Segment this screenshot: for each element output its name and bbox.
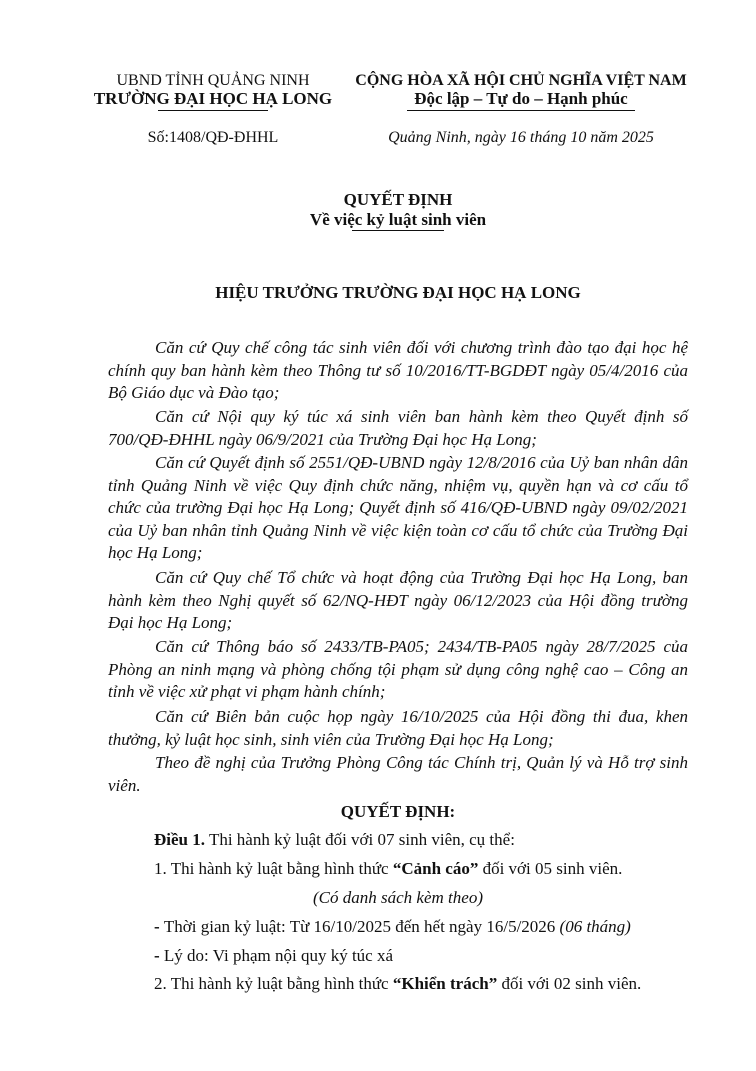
place-date: Quảng Ninh, ngày 16 tháng 10 năm 2025 [388, 129, 654, 146]
basis-paragraph: Căn cứ Quy chế Tổ chức và hoạt động của Trường Đại học Hạ Long, ban hành kèm theo Nghị quyết số 62/NQ-HĐT ngày 06/12/2023 của Hội đồng trường Đại học Hạ Long; [108, 568, 688, 632]
discipline-reason [154, 945, 393, 967]
basis-paragraph: Căn cứ Thông báo số 2433/TB-PA05; 2434/TB-PA05 ngày 28/7/2025 của Phòng an ninh mạng và phòng chống tội phạm sử dụng công nghệ cao – Công an tỉnh về việc xử phạt vi phạm hành chính; [108, 637, 688, 701]
motto-underline [407, 110, 635, 111]
proposal-paragraph: Theo đề nghị của Trưởng Phòng Công tác Chính trị, Quản lý và Hỗ trợ sinh viên. [108, 753, 688, 795]
clause-2-suffix: đối với 02 sinh viên. [497, 974, 642, 993]
period-duration: (06 tháng) [559, 917, 631, 936]
basis-paragraph: Căn cứ Nội quy ký túc xá sinh viên ban hành kèm theo Quyết định số 700/QĐ-ĐHHL ngày 06/9/2021 của Trường Đại học Hạ Long; [108, 407, 688, 449]
article-1-text: Thi hành kỷ luật đối với 07 sinh viên, cụ thể: [205, 830, 515, 849]
attached-list-note: (Có danh sách kèm theo) [313, 888, 483, 907]
clause-2-prefix: 2. Thi hành kỷ luật bằng hình thức [154, 974, 393, 993]
period-text: Thời gian kỷ luật: Từ 16/10/2025 đến hết ngày 16/5/2026 [163, 917, 560, 936]
basis-paragraph: Căn cứ Biên bản cuộc họp ngày 16/10/2025 của Hội đồng thi đua, khen thưởng, kỷ luật học sinh, sinh viên của Trường Đại học Hạ Long; [108, 707, 688, 749]
reason-dash: - [154, 946, 164, 965]
clause-2-form: “Khiển trách” [392, 974, 498, 993]
issuing-agency: UBND TỈNH QUẢNG NINH [116, 72, 310, 89]
basis-paragraph: Căn cứ Quy chế công tác sinh viên đối với chương trình đào tạo đại học hệ chính quy ban hành kèm theo Thông tư số 10/2016/TT-BGDĐT ngày 05/4/2016 của Bộ Giáo dục và Đào tạo; [108, 338, 688, 402]
school-underline [158, 110, 268, 111]
document-subject: Về việc kỷ luật sinh viên [309, 210, 487, 229]
article-1-label: Điều 1. [154, 830, 205, 849]
clause-2 [154, 973, 641, 995]
clause-1-form: “Cảnh cáo” [392, 859, 479, 878]
issuing-authority: HIỆU TRƯỞNG TRƯỜNG ĐẠI HỌC HẠ LONG [215, 283, 581, 302]
discipline-period [154, 916, 631, 938]
clause-1-suffix: đối với 05 sinh viên. [478, 859, 623, 878]
subject-underline [352, 230, 444, 231]
clause-1 [154, 858, 622, 880]
document-number: Số:1408/QĐ-ĐHHL [147, 129, 279, 146]
document-title: QUYẾT ĐỊNH [343, 190, 453, 209]
clause-1-prefix: 1. Thi hành kỷ luật bằng hình thức [154, 859, 393, 878]
reason-text: Lý do: Vi phạm nội quy ký túc xá [163, 946, 394, 965]
decision-heading: QUYẾT ĐỊNH: [340, 802, 456, 821]
period-dash: - [154, 917, 164, 936]
basis-paragraph: Căn cứ Quyết định số 2551/QĐ-UBND ngày 12/8/2016 của Uỷ ban nhân dân tỉnh Quảng Ninh về việc Quy định chức năng, nhiệm vụ, quyền hạn và cơ cấu tổ chức của trường Đại học Hạ Long; Quyết định số 416/QĐ-UBND ngày 09/02/2021 của Uỷ ban nhân tỉnh Quảng Ninh về việc kiện toàn cơ cấu tổ chức của Trường Đại học Hạ Long; [108, 453, 688, 562]
republic-title: CỘNG HÒA XÃ HỘI CHỦ NGHĨA VIỆT NAM [355, 72, 687, 89]
article-1 [154, 829, 515, 851]
motto: Độc lập – Tự do – Hạnh phúc [414, 89, 628, 108]
school-name: TRƯỜNG ĐẠI HỌC HẠ LONG [93, 89, 333, 108]
